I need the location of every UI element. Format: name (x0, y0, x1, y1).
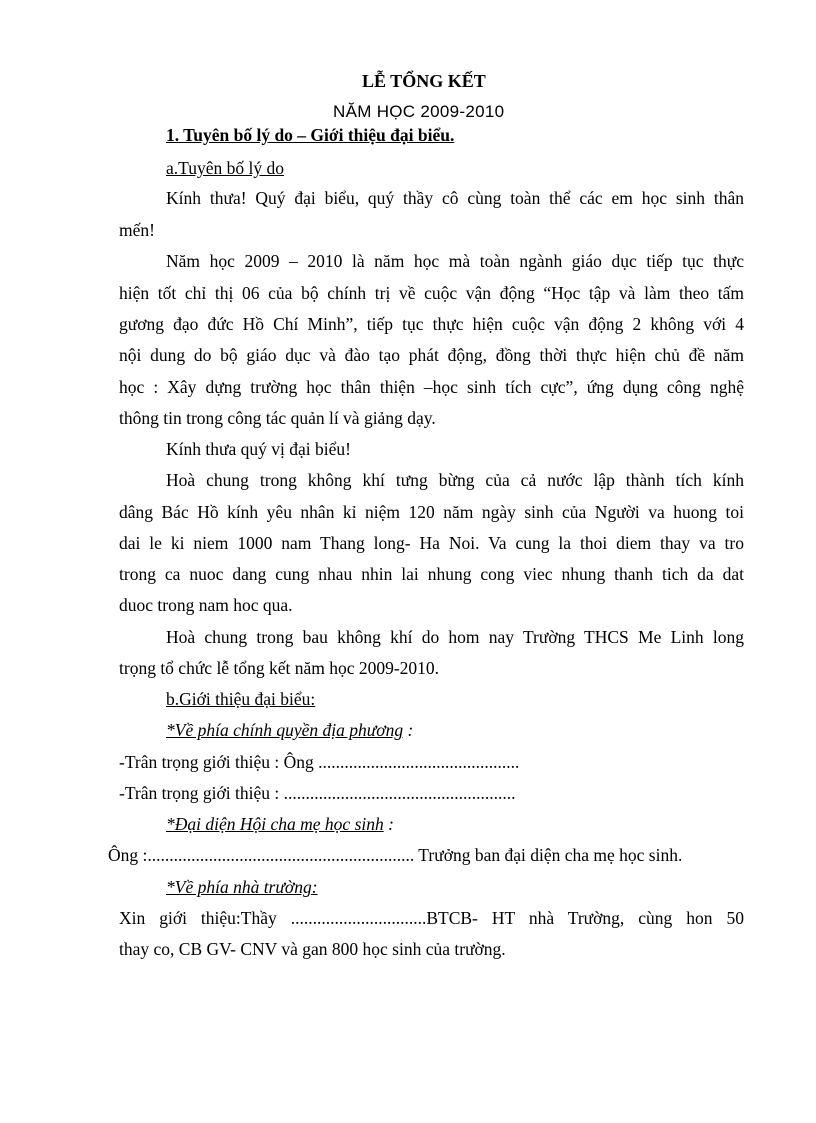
subheading-a: a.Tuyên bố lý do (166, 158, 284, 178)
parents-heading (166, 813, 394, 835)
page-subtitle: NĂM HỌC 2009-2010 (333, 102, 505, 121)
introduction-line: -Trân trọng giới thiệu : ..................................................... (119, 783, 516, 803)
paragraph-line: gương đạo đức Hồ Chí Minh”, tiếp tục thực hiện cuộc vận động 2 không với 4 (119, 314, 744, 334)
paragraph-line: học : Xây dựng trường học thân thiện –học sinh tích cực”, ứng dụng công nghệ (119, 377, 744, 397)
local-government-suffix: : (403, 720, 414, 740)
paragraph-line: dâng Bác Hồ kính yêu nhân kỉ niệm 120 năm ngày sinh của Người va huong toi (119, 502, 744, 522)
paragraph-line: nội dung do bộ giáo dục và đào tạo phát động, đồng thời thực hiện chủ đề năm (119, 345, 744, 365)
parents-label: *Đại diện Hội cha mẹ học sinh (166, 814, 384, 834)
subheading-b: b.Giới thiệu đại biểu: (166, 689, 316, 709)
local-government-label: *Về phía chính quyền địa phương (166, 720, 404, 740)
paragraph-line: dai le ki niem 1000 nam Thang long- Ha Noi. Va cung la thoi diem thay va tro (119, 533, 744, 553)
paragraph-line: duoc trong nam hoc qua. (119, 595, 293, 615)
page-title: LỄ TỔNG KẾT (362, 71, 486, 91)
paragraph-line: mến! (119, 220, 155, 240)
paragraph-line: hiện tốt chỉ thị 06 của bộ chính trị về cuộc vận động “Học tập và làm theo tấm (119, 283, 744, 303)
paragraph-line: trong ca nuoc dang cung nhau nhin lai nhung cong viec nhung thanh tich da dat (119, 564, 744, 584)
introduction-line: -Trân trọng giới thiệu : Ông .............................................. (119, 752, 520, 772)
paragraph-line: Năm học 2009 – 2010 là năm học mà toàn ngành giáo dục tiếp tục thực (166, 251, 744, 271)
paragraph-line: Hoà chung trong bau không khí do hom nay Trường THCS Me Linh long (166, 627, 744, 647)
paragraph-line: Kính thưa quý vị đại biểu! (166, 439, 351, 459)
paragraph-line: Kính thưa! Quý đại biểu, quý thầy cô cùng toàn thể các em học sinh thân (166, 188, 744, 208)
parents-suffix: : (383, 814, 394, 834)
paragraph-line: thông tin trong công tác quản lí và giảng dạy. (119, 408, 436, 428)
paragraph-line: trọng tổ chức lễ tổng kết năm học 2009-2010. (119, 658, 440, 678)
school-heading: *Về phía nhà trường: (166, 877, 318, 897)
parents-line: Ông :............................................................. Trưởng ban đại diện cha mẹ học sinh. (108, 845, 683, 865)
paragraph-line: Hoà chung trong không khí tưng bừng của cả nước lập thành tích kính (166, 470, 744, 490)
school-line: Xin giới thiệu:Thầy ...............................BTCB- HT nhà Trường, cùng hon 50 (119, 908, 744, 928)
section-heading: 1. Tuyên bố lý do – Giới thiệu đại biểu. (166, 125, 455, 145)
school-line: thay co, CB GV- CNV và gan 800 học sinh của trường. (119, 939, 506, 959)
local-government-heading (166, 719, 413, 741)
